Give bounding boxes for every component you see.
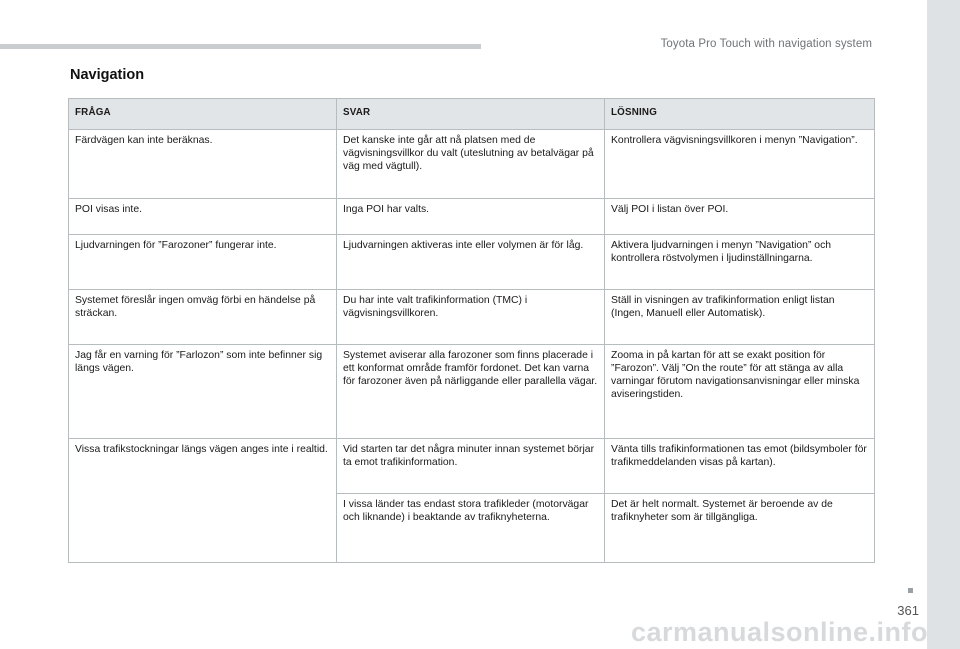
section-title: Navigation (70, 67, 145, 83)
table-header-row (69, 99, 875, 130)
solution-cell: Välj POI i listan över POI. (605, 199, 875, 235)
solution-cell: Kontrollera vägvisningsvillkoren i menyn ”Navigation”. (605, 130, 875, 199)
side-strip (927, 0, 960, 649)
solution-cell: Aktivera ljudvarningen i menyn ”Navigation” och kontrollera röstvolymen i ljudinställningarna. (605, 235, 875, 290)
column-header-solution: LÖSNING (605, 99, 875, 130)
question-cell: Vissa trafikstockningar längs vägen anges inte i realtid. (69, 439, 337, 563)
table-row (69, 235, 875, 290)
question-cell: POI visas inte. (69, 199, 337, 235)
question-cell: Systemet föreslår ingen omväg förbi en händelse på sträckan. (69, 290, 337, 345)
answer-cell: Inga POI har valts. (337, 199, 605, 235)
solution-cell: Zooma in på kartan för att se exakt position för ”Farozon”. Välj ”On the route” för att stänga av alla varningar förutom navigationsanvisningar eller minska aviseringstiden. (605, 345, 875, 439)
table-row (69, 439, 875, 494)
table-row (69, 130, 875, 199)
solution-cell: Ställ in visningen av trafikinformation enligt listan (Ingen, Manuell eller Automatisk). (605, 290, 875, 345)
answer-cell: Vid starten tar det några minuter innan systemet börjar ta emot trafikinformation. (337, 439, 605, 494)
answer-cell: Det kanske inte går att nå platsen med de vägvisningsvillkor du valt (uteslutning av betalvägar på väg med vägtull). (337, 130, 605, 199)
answer-cell: Du har inte valt trafikinformation (TMC) i vägvisningsvillkoren. (337, 290, 605, 345)
column-header-question: FRÅGA (69, 99, 337, 130)
table-row (69, 290, 875, 345)
running-header: Toyota Pro Touch with navigation system (660, 38, 872, 50)
answer-cell: Systemet aviserar alla farozoner som finns placerade i ett konformat område framför fordonet. Det kan varna för farozoner även på närliggande eller parallella vägar. (337, 345, 605, 439)
answer-cell: I vissa länder tas endast stora trafikleder (motorvägar och liknande) i beaktande av trafiknyheterna. (337, 494, 605, 563)
table-row (69, 199, 875, 235)
table-row (69, 345, 875, 439)
column-header-answer: SVAR (337, 99, 605, 130)
footer-square-icon (908, 588, 913, 593)
page-number: 361 (897, 603, 919, 618)
header-rule (0, 44, 481, 49)
solution-cell: Det är helt normalt. Systemet är beroende av de trafiknyheter som är tillgängliga. (605, 494, 875, 563)
question-cell: Ljudvarningen för ”Farozoner” fungerar inte. (69, 235, 337, 290)
troubleshooting-table (68, 98, 875, 563)
solution-cell: Vänta tills trafikinformationen tas emot (bildsymboler för trafikmeddelanden visas på kartan). (605, 439, 875, 494)
question-cell: Färdvägen kan inte beräknas. (69, 130, 337, 199)
watermark: carmanualsonline.info (630, 617, 928, 647)
answer-cell: Ljudvarningen aktiveras inte eller volymen är för låg. (337, 235, 605, 290)
question-cell: Jag får en varning för ”Farlozon” som inte befinner sig längs vägen. (69, 345, 337, 439)
